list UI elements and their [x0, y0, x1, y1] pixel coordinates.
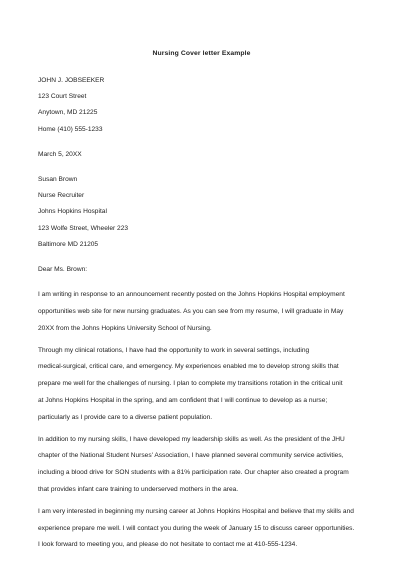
paragraph-line: prepare me well for the challenges of nursing. I plan to complete my transitions rotation in the critical unit [38, 380, 343, 388]
recipient-organization: Johns Hopkins Hospital [38, 208, 107, 216]
sender-address [38, 73, 365, 138]
paragraph-line: In addition to my nursing skills, I have developed my leadership skills as well. As the president of the JHU [38, 435, 345, 443]
paragraph-line: including a blood drive for SON students with a 81% participation rate. Our chapter also created a program [38, 469, 349, 477]
sender-phone: Home (410) 555-1233 [38, 125, 103, 133]
recipient-city: Baltimore MD 21205 [38, 240, 99, 248]
recipient-street: 123 Wolfe Street, Wheeler 223 [38, 224, 129, 232]
sender-city: Anytown, MD 21225 [38, 109, 98, 117]
document-title: Nursing Cover letter Example [152, 50, 251, 57]
paragraph-line: that provides infant care training to underserved mothers in the area. [38, 486, 239, 493]
paragraph-4 [38, 504, 365, 554]
paragraph-line: chapter of the National Student Nurses' Association, I have planned several community service activities, [38, 452, 344, 460]
paragraph-line: I look forward to meeting you, and please do not hesitate to contact me at 410-555-1234. [38, 541, 298, 549]
date-block [38, 147, 365, 163]
paragraph-line: at Johns Hopkins Hospital in the spring, and am confident that I will continue to develop as a nurse; [38, 397, 328, 405]
recipient-title: Nurse Recruiter [38, 192, 85, 200]
recipient-name: Susan Brown [38, 176, 78, 184]
salutation-block [38, 262, 365, 278]
sender-street: 123 Court Street [38, 93, 87, 101]
sender-name: JOHN J. JOBSEEKER [38, 77, 105, 84]
paragraph-line: Through my clinical rotations, I have had the opportunity to work in several settings, including [38, 346, 310, 354]
paragraph-line: experience prepare me well. I will contact you during the week of January 15 to discuss career opportunities. [38, 524, 355, 532]
letter-date: March 5, 20XX [38, 150, 82, 158]
salutation: Dear Ms. Brown: [38, 266, 88, 274]
paragraph-1 [38, 287, 365, 337]
paragraph-line: particularly as I provide care to a diverse patient population. [38, 413, 213, 421]
paragraph-line: I am writing in response to an announcement recently posted on the Johns Hopkins Hospital employment [38, 291, 345, 299]
recipient-address [38, 172, 365, 253]
paragraph-3 [38, 432, 365, 499]
paragraph-line: 20XX from the Johns Hopkins University School of Nursing. [38, 324, 212, 332]
paragraph-line: medical-surgical, critical care, and emergency. My experiences enabled me to develop strong skills that [38, 363, 339, 371]
paragraph-2 [38, 343, 365, 427]
paragraph-line: opportunities web site for new nursing graduates. As you can see from my resume, I will graduate in May [38, 308, 344, 316]
paragraph-line: I am very interested in beginning my nursing career at Johns Hopkins Hospital and believe that my skills and [38, 507, 354, 515]
